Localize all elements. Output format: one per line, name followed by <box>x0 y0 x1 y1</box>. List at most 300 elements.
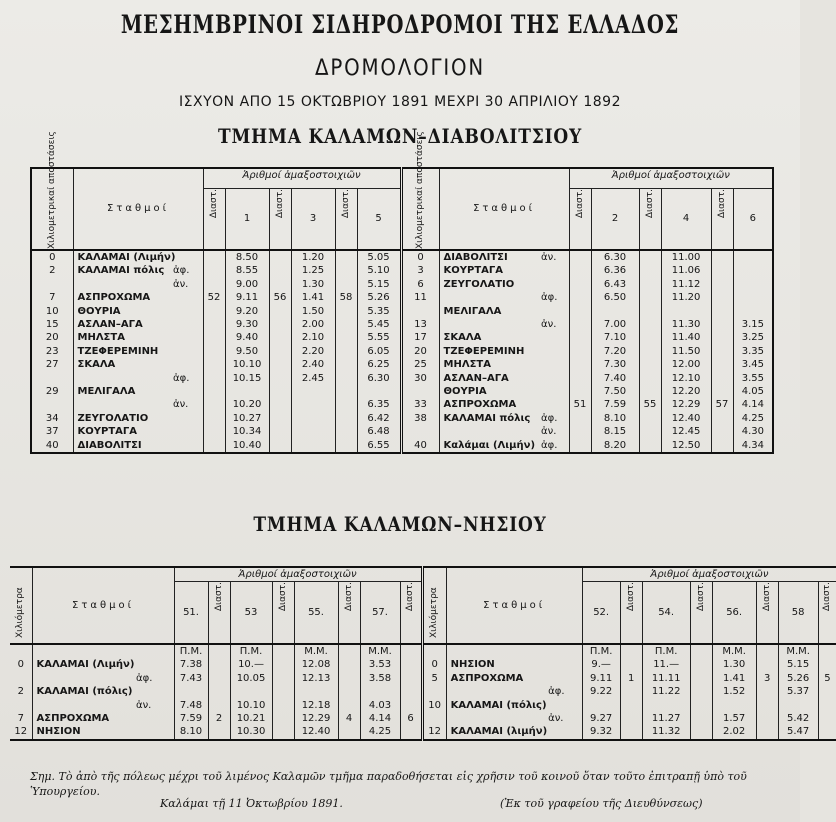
arr-dep-mark <box>546 725 582 739</box>
dist-cell <box>569 278 591 291</box>
time-cell: 7.50 <box>591 385 639 398</box>
km-cell <box>31 372 73 385</box>
time-cell <box>582 699 620 712</box>
time-cell: 9.20 <box>225 305 269 318</box>
station-name <box>446 685 546 698</box>
time-cell: 12.08 <box>294 658 338 671</box>
time-cell: 6.50 <box>591 291 639 304</box>
dist-cell <box>400 725 422 739</box>
km-cell: 23 <box>31 345 73 358</box>
dist-cell <box>269 345 291 358</box>
time-cell: 12.13 <box>294 672 338 685</box>
time-cell <box>642 699 690 712</box>
dist-cell: 58 <box>335 291 357 304</box>
time-cell <box>174 685 208 698</box>
km-cell: 0 <box>10 658 32 671</box>
time-cell: Π.Μ. <box>174 644 208 658</box>
time-cell: 11.— <box>642 658 690 671</box>
dist-cell <box>272 685 294 698</box>
dist-cell <box>639 412 661 425</box>
km-cell <box>10 644 32 658</box>
time-cell: 12.29 <box>661 398 711 411</box>
arr-dep-mark <box>539 372 569 385</box>
arr-dep-mark <box>546 672 582 685</box>
dist-cell <box>756 658 778 671</box>
km-cell: 7 <box>10 712 32 725</box>
time-cell: 6.30 <box>591 250 639 264</box>
station-name: ΤΖΕΦΕΡΕΜΙΝΗ <box>443 345 525 357</box>
time-cell: 4.05 <box>741 386 764 398</box>
time-cell: 4.25 <box>360 725 400 739</box>
dist-cell <box>818 699 836 712</box>
dist-cell <box>818 712 836 725</box>
dist-cell <box>639 264 661 277</box>
trains-header: Ἀριθμοί ἁμαξοστοιχιῶν <box>203 168 401 188</box>
dist-header: Διαστ. <box>821 582 832 612</box>
km-cell: 10 <box>422 699 446 712</box>
time-cell <box>661 305 711 318</box>
time-cell: 5.10 <box>367 265 390 277</box>
time-cell: 12.00 <box>661 358 711 371</box>
time-cell: 9.— <box>582 658 620 671</box>
dist-cell <box>269 425 291 438</box>
station-name <box>32 672 134 685</box>
dist-cell <box>711 305 733 318</box>
time-cell: 2.45 <box>291 372 335 385</box>
train-number: 5 <box>357 188 401 250</box>
dist-cell <box>203 412 225 425</box>
time-cell: 12.40 <box>294 725 338 739</box>
dist-cell <box>711 331 733 344</box>
arr-dep-mark: ἀν. <box>539 425 569 438</box>
train-number: 55. <box>294 582 338 644</box>
dist-cell <box>569 372 591 385</box>
time-cell: 3.15 <box>741 319 764 331</box>
dist-cell <box>639 358 661 371</box>
time-cell: 6.35 <box>367 399 390 411</box>
footnote: Σημ. Τὸ ἀπὸ τῆς πόλεως μέχρι τοῦ λιμένος Καλαμῶν τμῆμα παραδοθήσεται εἰς χρῆσιν τοῦ κοινοῦ ὅταν τοῦτο ἐπιτραπῇ ὑπὸ τοῦ Ὑπουργείου. <box>30 770 747 798</box>
arr-dep-mark: ἀν. <box>546 712 582 725</box>
km-cell: 20 <box>31 331 73 344</box>
time-cell: 2.10 <box>291 331 335 344</box>
km-cell: 7 <box>31 291 73 304</box>
dist-cell <box>690 644 712 658</box>
train-number: 1 <box>225 188 269 250</box>
km-cell <box>401 385 439 398</box>
time-cell: 5.35 <box>367 305 390 317</box>
table-row <box>31 412 773 425</box>
time-cell: 9.00 <box>225 278 269 291</box>
time-cell: 5.15 <box>367 278 390 290</box>
time-cell: 8.10 <box>591 412 639 425</box>
dist-cell <box>711 385 733 398</box>
arr-dep-mark <box>134 658 174 671</box>
km-cell <box>422 712 446 725</box>
time-cell <box>733 278 773 291</box>
station-name: ΤΖΕΦΕΡΕΜΙΝΗ <box>77 345 159 357</box>
time-cell: 3.45 <box>741 359 764 371</box>
train-number: 6 <box>733 188 773 250</box>
km-cell: 0 <box>422 658 446 671</box>
time-cell: 5.45 <box>367 319 390 331</box>
km-cell: 2 <box>10 685 32 698</box>
km-cell: 11 <box>401 291 439 304</box>
time-cell: 10.10 <box>225 358 269 371</box>
dist-cell <box>269 264 291 277</box>
station-name: ΜΕΛΙΓΑΛΑ <box>443 305 502 317</box>
dist-cell <box>639 372 661 385</box>
km-cell: 5 <box>422 672 446 685</box>
dist-cell <box>639 331 661 344</box>
arr-dep-mark: ἀν. <box>539 318 569 331</box>
dist-cell <box>569 305 591 318</box>
km-cell: 15 <box>31 318 73 331</box>
dist-cell: 5 <box>824 672 831 684</box>
dist-cell <box>272 644 294 658</box>
km-cell: 6 <box>401 278 439 291</box>
dist-cell <box>639 385 661 398</box>
time-cell: 6.43 <box>591 278 639 291</box>
dist-cell <box>269 318 291 331</box>
dist-cell <box>203 278 225 291</box>
time-cell: 1.30 <box>291 278 335 291</box>
time-cell: 2.02 <box>712 725 756 739</box>
time-cell: 11.27 <box>642 712 690 725</box>
time-cell: 3.25 <box>741 332 764 344</box>
trains-header: Ἀριθμοί ἁμαξοστοιχιῶν <box>174 567 422 582</box>
table-row <box>10 699 836 712</box>
dist-cell <box>335 425 357 438</box>
station-name: ΚΑΛΑΜΑΙ πόλις <box>443 412 531 424</box>
dist-cell <box>400 685 422 698</box>
time-cell: 12.10 <box>661 372 711 385</box>
dist-cell <box>569 291 591 304</box>
km-header: Χιλιομετρικαί αποστάσεις <box>46 131 57 249</box>
arr-dep-mark <box>134 685 174 698</box>
train-number: 51. <box>174 582 208 644</box>
time-cell: 7.38 <box>174 658 208 671</box>
train-number: 54. <box>642 582 690 644</box>
train-number: 58 <box>778 582 818 644</box>
time-cell: 12.29 <box>294 712 338 725</box>
arr-dep-mark <box>171 291 203 304</box>
time-cell: 12.40 <box>661 412 711 425</box>
arr-dep-mark: ἀφ. <box>539 291 569 304</box>
table-row <box>31 318 773 331</box>
time-cell <box>291 425 335 438</box>
dist-cell <box>639 318 661 331</box>
time-cell: 4.25 <box>741 412 764 424</box>
dist-cell <box>203 358 225 371</box>
station-name <box>73 278 171 291</box>
time-cell: 5.26 <box>367 292 390 304</box>
dist-cell <box>335 250 357 264</box>
time-cell: Μ.Μ. <box>778 644 818 658</box>
dist-header: Διαστ. <box>343 582 354 612</box>
km-cell: 12 <box>422 725 446 739</box>
km-cell: 2 <box>31 264 73 277</box>
arr-dep-mark: ἀφ. <box>134 672 174 685</box>
section2-timetable <box>10 566 836 741</box>
dist-cell: 6 <box>407 712 414 724</box>
dist-cell <box>272 672 294 685</box>
table-row <box>31 345 773 358</box>
time-cell: 5.26 <box>778 672 818 685</box>
time-cell: 9.22 <box>582 685 620 698</box>
station-header: Σταθμοί <box>439 168 569 250</box>
arr-dep-mark: ἀν. <box>134 699 174 712</box>
dist-cell <box>818 685 836 698</box>
station-name: ΑΣΠΡΟΧΩΜΑ <box>77 292 151 304</box>
time-cell: 9.27 <box>582 712 620 725</box>
table-row <box>31 331 773 344</box>
station-header: Σταθμοί <box>73 168 203 250</box>
dist-header: Διαστ. <box>695 582 706 612</box>
km-cell <box>10 672 32 685</box>
dist-cell <box>639 345 661 358</box>
dist-cell <box>203 264 225 277</box>
dist-cell <box>203 345 225 358</box>
station-name: ΚΑΛΑΜΑΙ (πόλις) <box>36 686 133 698</box>
dist-cell <box>690 712 712 725</box>
km-cell <box>422 644 446 658</box>
dist-cell <box>711 358 733 371</box>
km-cell: 30 <box>401 372 439 385</box>
arr-dep-mark <box>134 725 174 739</box>
station-name: ΚΑΛΑΜΑΙ (Λιμήν) <box>36 659 135 671</box>
time-cell: 7.43 <box>174 672 208 685</box>
table-row <box>31 425 773 438</box>
dist-cell <box>335 385 357 398</box>
dist-cell <box>338 644 360 658</box>
train-number: 2 <box>591 188 639 250</box>
arr-dep-mark: ἀφ. <box>539 412 569 425</box>
time-cell <box>591 305 639 318</box>
time-cell <box>291 398 335 411</box>
km-cell: 33 <box>401 398 439 411</box>
station-name <box>32 644 134 658</box>
dist-cell <box>203 385 225 398</box>
dist-header: Διαστ. <box>277 582 288 612</box>
dist-cell <box>269 385 291 398</box>
arr-dep-mark <box>171 331 203 344</box>
dist-cell <box>569 412 591 425</box>
time-cell <box>733 264 773 277</box>
station-name: ΑΣΠΡΟΧΩΜΑ <box>450 672 524 684</box>
station-name: ΚΑΛΑΜΑΙ (λιμήν) <box>450 726 548 738</box>
table-row <box>31 250 773 264</box>
arr-dep-mark <box>539 278 569 291</box>
section2-title: ΤΜΗΜΑ ΚΑΛΑΜΩΝ–ΝΗΣΙΟΥ <box>253 512 547 536</box>
dist-cell <box>711 372 733 385</box>
arr-dep-mark <box>539 345 569 358</box>
station-name: ΣΚΑΛΑ <box>77 359 116 371</box>
dist-cell <box>208 644 230 658</box>
time-cell <box>357 385 401 398</box>
dist-cell <box>272 699 294 712</box>
dist-cell <box>203 250 225 264</box>
table-row <box>10 685 836 698</box>
time-cell: 9.40 <box>225 331 269 344</box>
dist-cell <box>690 725 712 739</box>
dist-cell <box>711 412 733 425</box>
time-cell: 1.41 <box>291 291 335 304</box>
station-name <box>446 712 546 725</box>
time-cell: 4.34 <box>741 439 764 451</box>
arr-dep-mark: ἀφ. <box>539 439 569 453</box>
dist-header: Διαστ. <box>405 582 416 612</box>
time-cell: 11.32 <box>642 725 690 739</box>
station-name: ΣΚΑΛΑ <box>443 332 482 344</box>
time-cell: 6.25 <box>367 359 390 371</box>
dist-cell <box>756 685 778 698</box>
km-cell: 13 <box>401 318 439 331</box>
station-name: ΚΑΛΑΜΑΙ (πόλις) <box>450 699 547 711</box>
time-cell: 11.22 <box>642 685 690 698</box>
km-cell: 10 <box>31 305 73 318</box>
time-cell: 7.59 <box>591 398 639 411</box>
dist-cell <box>569 425 591 438</box>
dist-cell <box>335 345 357 358</box>
dist-cell <box>335 278 357 291</box>
dist-cell: 4 <box>338 712 360 725</box>
dist-cell <box>203 372 225 385</box>
station-name: ΚΑΛΑΜΑΙ (Λιμήν) <box>77 252 176 263</box>
dist-cell <box>208 672 230 685</box>
time-cell: 10.27 <box>225 412 269 425</box>
arr-dep-mark <box>539 264 569 277</box>
time-cell: 5.05 <box>367 252 390 263</box>
dist-cell <box>269 331 291 344</box>
arr-dep-mark: ἀν. <box>539 250 569 264</box>
time-cell: 10.20 <box>225 398 269 411</box>
km-cell: 38 <box>401 412 439 425</box>
arr-dep-mark <box>171 318 203 331</box>
train-number: 3 <box>291 188 335 250</box>
place-date: Καλάμαι τῇ 11 Ὀκτωβρίου 1891. <box>160 797 343 810</box>
time-cell: 3.55 <box>741 372 764 384</box>
dist-cell <box>208 699 230 712</box>
time-cell <box>733 291 773 304</box>
dist-cell <box>756 712 778 725</box>
time-cell: 11.11 <box>642 672 690 685</box>
km-cell: 40 <box>401 439 439 453</box>
arr-dep-mark <box>171 345 203 358</box>
train-number: 4 <box>661 188 711 250</box>
time-cell: 7.40 <box>591 372 639 385</box>
station-name: ΖΕΥΓΟΛΑΤΙΟ <box>443 278 515 290</box>
station-name: ΔΙΑΒΟΛΙΤΣΙ <box>443 252 508 263</box>
dist-cell <box>620 685 642 698</box>
dist-cell <box>569 318 591 331</box>
dist-cell <box>639 250 661 264</box>
table-row <box>31 385 773 398</box>
km-cell: 17 <box>401 331 439 344</box>
dist-cell: 55 <box>639 398 661 411</box>
dist-cell <box>756 644 778 658</box>
km-cell <box>422 685 446 698</box>
arr-dep-mark <box>539 305 569 318</box>
dist-cell <box>335 439 357 453</box>
station-name: ΘΟΥΡΙΑ <box>443 386 487 398</box>
time-cell: 10.21 <box>230 712 272 725</box>
time-cell: 11.20 <box>661 291 711 304</box>
document-subtitle: ΔΡΟΜΟΛΟΓΙΟΝ <box>315 56 485 81</box>
dist-cell <box>208 725 230 739</box>
dist-cell <box>203 398 225 411</box>
dist-cell <box>690 685 712 698</box>
km-cell: 25 <box>401 358 439 371</box>
time-cell: 11.12 <box>661 278 711 291</box>
dist-cell <box>335 318 357 331</box>
time-cell: 7.30 <box>591 358 639 371</box>
km-header: Χιλιόμετρα <box>429 587 440 638</box>
dist-cell <box>639 291 661 304</box>
dist-cell <box>203 318 225 331</box>
dist-header: Διαστ. <box>625 582 636 612</box>
time-cell: 1.52 <box>712 685 756 698</box>
dist-cell <box>338 699 360 712</box>
dist-cell <box>272 712 294 725</box>
arr-dep-mark <box>171 425 203 438</box>
dist-cell <box>269 398 291 411</box>
time-cell: 10.10 <box>230 699 272 712</box>
arr-dep-mark <box>171 305 203 318</box>
time-cell: 1.20 <box>291 250 335 264</box>
dist-header: Διαστ. <box>644 188 655 218</box>
dist-cell <box>269 412 291 425</box>
dist-cell <box>690 658 712 671</box>
station-name: ΝΗΣΙΟΝ <box>36 726 81 738</box>
trains-header: Ἀριθμοί ἁμαξοστοιχιῶν <box>569 168 773 188</box>
dist-cell <box>400 644 422 658</box>
dist-cell <box>569 250 591 264</box>
dist-cell <box>335 264 357 277</box>
time-cell: 6.05 <box>367 345 390 357</box>
km-cell: 37 <box>31 425 73 438</box>
time-cell: 3.58 <box>360 672 400 685</box>
dist-cell <box>569 439 591 453</box>
dist-cell <box>335 305 357 318</box>
dist-cell <box>269 358 291 371</box>
dist-cell <box>269 278 291 291</box>
time-cell: 8.10 <box>174 725 208 739</box>
arr-dep-mark <box>171 385 203 398</box>
time-cell <box>225 385 269 398</box>
time-cell: 5.42 <box>778 712 818 725</box>
time-cell: 11.50 <box>661 345 711 358</box>
time-cell: Π.Μ. <box>230 644 272 658</box>
dist-cell <box>203 331 225 344</box>
dist-header: Διαστ. <box>340 188 351 218</box>
time-cell: 5.37 <box>778 685 818 698</box>
time-cell: 9.32 <box>582 725 620 739</box>
dist-cell <box>690 699 712 712</box>
arr-dep-mark: ἀφ. <box>171 264 203 277</box>
table-row <box>10 644 836 658</box>
dist-cell <box>818 644 836 658</box>
office-signature: (Ἐκ τοῦ γραφείου τῆς Διευθύνσεως) <box>500 797 703 810</box>
dist-cell <box>269 372 291 385</box>
dist-cell <box>569 331 591 344</box>
time-cell: Μ.Μ. <box>294 644 338 658</box>
dist-cell <box>620 712 642 725</box>
time-cell: 6.55 <box>367 439 390 451</box>
dist-cell <box>620 658 642 671</box>
dist-cell <box>335 331 357 344</box>
station-name <box>32 699 134 712</box>
trains-header: Ἀριθμοί ἁμαξοστοιχιῶν <box>582 567 836 582</box>
